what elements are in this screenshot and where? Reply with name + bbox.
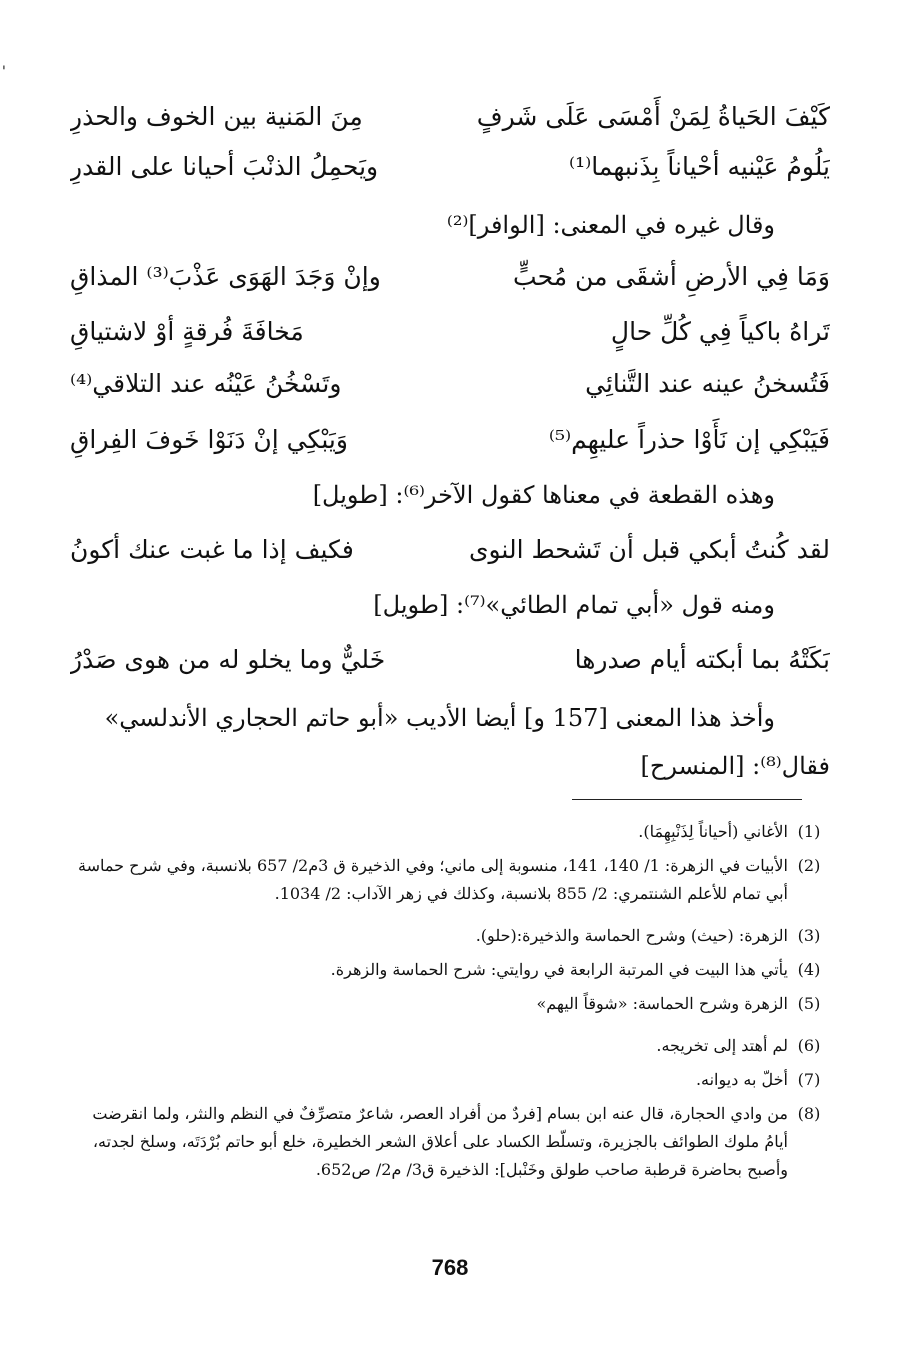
verse-line — [70, 95, 830, 139]
prose-line: فقال⁽⁸⁾: [المنسرح] — [640, 752, 830, 780]
verse-second-hemistich: وتَسْخُنُ عَيْنُه عند التلاقي⁽⁴⁾ — [70, 369, 342, 398]
verse-second-hemistich: وإنْ وَجَدَ الهَوَى عَذْبَ⁽³⁾ المذاقِ — [70, 262, 381, 291]
footnote-number: (2) — [797, 856, 821, 875]
footnote-text: الأغاني (أحياناً لِذَنْبِهِمَا). — [638, 822, 788, 841]
footnote-number: (6) — [797, 1036, 821, 1055]
verse-first-hemistich: فَتُسخنُ عينه عند التَّنائِي — [585, 369, 830, 398]
verse-first-hemistich: تَراهُ باكياً فِي كُلِّ حالٍ — [610, 317, 830, 346]
verse-first-hemistich: لقد كُنتُ أبكي قبل أن تَشحط النوى — [468, 535, 830, 564]
prose-line: وقال غيره في المعنى: [الوافر]⁽²⁾ — [446, 211, 775, 239]
verse-line — [70, 638, 830, 682]
page-number: 768 — [431, 1255, 469, 1280]
footnote-number: (5) — [797, 994, 821, 1013]
prose-line: وهذه القطعة في معناها كقول الآخر⁽⁶⁾: [طويل] — [312, 481, 775, 509]
footnote — [70, 1032, 830, 1060]
verse-first-hemistich: يَلُومُ عَيْنيه أحْياناً بِذَنبهما⁽¹⁾ — [568, 152, 830, 181]
verse-first-hemistich: بَكَتْهُ بما أبكته أيام صدرها — [574, 645, 830, 674]
verse-second-hemistich: وَيَبْكِي إنْ دَنَوْا خَوفَ الفِراقِ — [70, 425, 348, 454]
footnote — [70, 1066, 830, 1094]
verse-line — [70, 528, 830, 572]
footnote-text: الأبيات في الزهرة: 1/ 140، 141، منسوبة إلى ماني؛ وفي الذخيرة ق 3م2/ 657 بلانسبة، وفي شرح حماسة أبي تمام للأعلم الشنتمري: 2/ 855 بلانسبة، وكذلك في زهر الآداب: 2/ 1034. — [78, 856, 788, 903]
footnote — [70, 852, 830, 908]
footnote-text: من وادي الحجارة، قال عنه ابن بسام [فردٌ من أفراد العصر، شاعرٌ متصرِّفٌ في النظم والنثر، ولما انقرضت أيامُ ملوك الطوائف بالجزيرة، وتسلّط الكساد على أعلاق الشعر الخطيرة، خلع أبو حاتم بُرْدَتَه، وسلخ لجدته، وأصبح بحاضرة قرطبة صاحب طولق وخَنْبل]: الذخيرة ق3/ م2/ ص652. — [92, 1104, 788, 1179]
footnote-number: (7) — [797, 1070, 821, 1089]
verse-second-hemistich: مِنَ المَنية بين الخوف والحذرِ — [70, 102, 363, 131]
footnote-text: الزهرة: (حيث) وشرح الحماسة والذخيرة:(حلو). — [475, 926, 788, 945]
verse-line — [70, 362, 830, 406]
footnote — [70, 818, 830, 846]
footnote-number: (4) — [797, 960, 821, 979]
verse-second-hemistich: خَليٌّ وما يخلو له من هوى صَدْرُ — [70, 645, 386, 674]
footnote-number: (3) — [797, 926, 821, 945]
footnote — [70, 956, 830, 984]
verse-second-hemistich: مَخافَةَ فُرقةٍ أوْ لاشتياقِ — [70, 317, 304, 346]
footnote — [70, 990, 830, 1018]
footnote — [70, 1100, 830, 1184]
verse-line — [70, 145, 830, 189]
corner-mark: ' — [2, 64, 6, 80]
footnote — [70, 922, 830, 950]
footnote-separator — [572, 799, 802, 800]
footnote-text: لم أهتد إلى تخريجه. — [656, 1036, 788, 1055]
verse-line — [70, 310, 830, 354]
verse-line — [70, 255, 830, 299]
footnote-text: أخلّ به ديوانه. — [695, 1070, 788, 1089]
footnote-text: الزهرة وشرح الحماسة: «شوقاً اليهم» — [536, 994, 788, 1013]
prose-line: وأخذ هذا المعنى [157 و] أيضا الأديب «أبو حاتم الحجاري الأندلسي» — [104, 704, 775, 732]
verse-first-hemistich: كَيْفَ الحَياةُ لِمَنْ أَمْسَى عَلَى شَرفٍ — [476, 102, 830, 131]
verse-first-hemistich: وَمَا فِي الأرضِ أشقَى من مُحبٍّ — [513, 262, 830, 291]
footnote-number: (1) — [797, 822, 821, 841]
footnote-number: (8) — [797, 1104, 821, 1123]
footnote-text: يأتي هذا البيت في المرتبة الرابعة في روايتي: شرح الحماسة والزهرة. — [330, 960, 788, 979]
verse-second-hemistich: ويَحمِلُ الذنْبَ أحيانا على القدرِ — [70, 152, 379, 181]
verse-first-hemistich: فَيَبْكِي إن نَأَوْا حذراً عليهِم⁽⁵⁾ — [548, 425, 830, 454]
prose-line: ومنه قول «أبي تمام الطائي»⁽⁷⁾: [طويل] — [373, 591, 775, 619]
verse-second-hemistich: فكيف إذا ما غبت عنك أكونُ — [70, 535, 354, 564]
verse-line — [70, 418, 830, 462]
